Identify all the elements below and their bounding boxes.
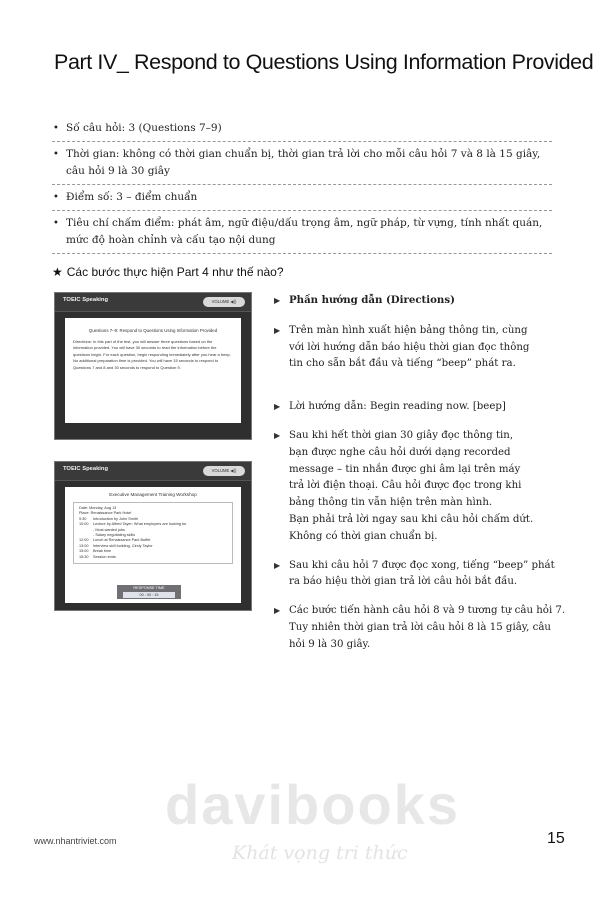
- schedule-place: Place: Renaissance Park Hotel: [79, 511, 132, 516]
- step-directions: [274, 292, 564, 309]
- screen-header: [55, 293, 251, 312]
- screen-directions-text: Directions: In this part of the test, you will answer three questions based on the information provided. You will have 30 seconds to read the information before the questions begin. For each question, begin responding immediately after you hear a beep. No additional preparation time is provided. You will have 15 seconds to respond to Questions 7 and 8 and 30 seconds to respond to Question 9.: [73, 339, 231, 370]
- step-text: hỏi 9 là 30 giây.: [289, 638, 371, 650]
- step-text: Không có thời gian chuẩn bị.: [289, 530, 438, 542]
- info-text: Số câu hỏi: 3 (Questions 7–9): [66, 122, 222, 134]
- screen-header: [55, 462, 251, 481]
- dot-bullet-icon: •: [53, 218, 59, 229]
- response-time-label: RESPONSE TIME: [133, 586, 165, 590]
- schedule-item: - Salary negotiating skills: [93, 533, 135, 538]
- response-time-box: [117, 585, 181, 599]
- schedule-time: 15:30: [79, 554, 89, 559]
- step-text: Trên màn hình xuất hiện bảng thông tin, cùng: [289, 324, 528, 336]
- schedule-time: 12:00: [79, 538, 89, 543]
- schedule-item: Break time: [93, 549, 112, 554]
- dot-bullet-icon: •: [53, 149, 59, 160]
- schedule-row: [79, 555, 227, 560]
- dot-bullet-icon: •: [53, 123, 59, 134]
- info-text: mức độ hoàn chỉnh và cấu tạo nội dung: [66, 234, 276, 246]
- step-text: bạn được nghe câu hỏi dưới dạng recorded: [289, 446, 511, 458]
- screen-content: [65, 487, 241, 603]
- schedule-item: Lecture by Alfred Tayer: What employers are looking for: [93, 522, 187, 527]
- screen-brand: TOEIC Speaking: [63, 297, 108, 303]
- triangle-bullet-icon: ▶: [274, 325, 281, 335]
- schedule-date: Date: Monday, Aug 13: [79, 506, 117, 510]
- schedule-item: - Most wanted jobs: [93, 527, 125, 532]
- steps-heading-text: Các bước thực hiện Part 4 như thế nào?: [66, 265, 284, 279]
- schedule-item: Session ends: [93, 554, 116, 559]
- triangle-bullet-icon: ▶: [274, 402, 281, 412]
- page-number: 15: [547, 830, 565, 847]
- schedule-item: Lunch at Renaissance Park Buffet: [93, 538, 151, 543]
- volume-badge: VOLUME ◀)): [203, 297, 245, 307]
- info-row-time: [52, 142, 552, 185]
- step-text: với lời hướng dẫn báo hiệu thời gian đọc thông: [289, 341, 530, 353]
- info-list: [52, 116, 552, 254]
- step-questions-8-9: [274, 603, 564, 653]
- step-instruction: [274, 399, 564, 416]
- watermark-tagline: Khát vọng tri thức: [232, 842, 408, 864]
- watermark-brand: davibooks: [165, 773, 460, 836]
- step-screen-info: [274, 323, 564, 373]
- directions-screen-image: [54, 292, 252, 440]
- schedule-item: Interview skill building, Cindy Taylor: [93, 543, 153, 548]
- schedule-card: [73, 502, 233, 564]
- steps-heading: [52, 265, 284, 279]
- info-screen-image: [54, 461, 252, 611]
- schedule-time: 9:30: [79, 516, 87, 521]
- triangle-bullet-icon: ▶: [274, 560, 281, 570]
- step-text: Lời hướng dẫn: Begin reading now. [beep]: [289, 401, 506, 413]
- screen-title: Questions 7–9: Respond to Questions Using Information Provided: [88, 328, 218, 333]
- step-text: tin cho sẵn bắt đầu và tiếng “beep” phát ra.: [289, 358, 516, 370]
- workshop-title: Executive Management Training Workshop: [109, 492, 197, 497]
- info-row-questions: [52, 116, 552, 142]
- step-text: Bạn phải trả lời ngay sau khi câu hỏi chấm dứt.: [289, 513, 534, 525]
- step-beep: [274, 558, 564, 592]
- volume-badge: VOLUME ◀)): [203, 466, 245, 476]
- step-text: Các bước tiến hành câu hỏi 8 và 9 tương tự câu hỏi 7.: [289, 605, 566, 617]
- step-question-audio: [274, 428, 564, 546]
- schedule-time: 13:00: [79, 543, 89, 548]
- triangle-bullet-icon: ▶: [274, 606, 281, 616]
- dot-bullet-icon: •: [53, 192, 59, 203]
- page-title: Part IV_ Respond to Questions Using Information Provided: [54, 50, 594, 74]
- info-text: Thời gian: không có thời gian chuẩn bị, thời gian trả lời cho mỗi câu hỏi 7 và 8 là 15 giây,: [66, 148, 541, 160]
- screen-content: [65, 318, 241, 423]
- triangle-bullet-icon: ▶: [274, 295, 281, 305]
- step-text: trả lời điện thoại. Câu hỏi được đọc trong khi: [289, 480, 522, 492]
- steps-list: [274, 292, 564, 666]
- star-icon: ★: [52, 265, 63, 279]
- schedule-item: Introduction by John Smith: [93, 516, 138, 521]
- step-text: Phần hướng dẫn (Directions): [289, 294, 455, 306]
- step-text: message – tin nhắn được ghi âm lại trên máy: [289, 463, 521, 475]
- schedule-time: 15:00: [79, 549, 89, 554]
- schedule-time: 10:00: [79, 522, 89, 527]
- step-text: Sau khi câu hỏi 7 được đọc xong, tiếng “beep” phát: [289, 559, 555, 571]
- triangle-bullet-icon: ▶: [274, 430, 281, 440]
- info-text: Điểm số: 3 – điểm chuẩn: [66, 191, 198, 203]
- response-time-clock: 00 : 00 : 15: [123, 592, 175, 599]
- step-text: Sau khi hết thời gian 30 giây đọc thông tin,: [289, 429, 514, 441]
- footer-url: www.nhantriviet.com: [34, 836, 117, 846]
- step-text: bảng thông tin vẫn hiện trên màn hình.: [289, 497, 493, 509]
- info-text: câu hỏi 9 là 30 giây: [66, 165, 170, 177]
- info-row-criteria: [52, 211, 552, 254]
- info-row-score: [52, 185, 552, 211]
- step-text: Tuy nhiên thời gian trả lời câu hỏi 8 là 15 giây, câu: [289, 621, 551, 633]
- screen-brand: TOEIC Speaking: [63, 466, 108, 472]
- step-text: ra báo hiệu thời gian trả lời câu hỏi bắt đầu.: [289, 576, 518, 588]
- info-text: Tiêu chí chấm điểm: phát âm, ngữ điệu/dấu trọng âm, ngữ pháp, từ vựng, tính nhất quán,: [66, 217, 543, 229]
